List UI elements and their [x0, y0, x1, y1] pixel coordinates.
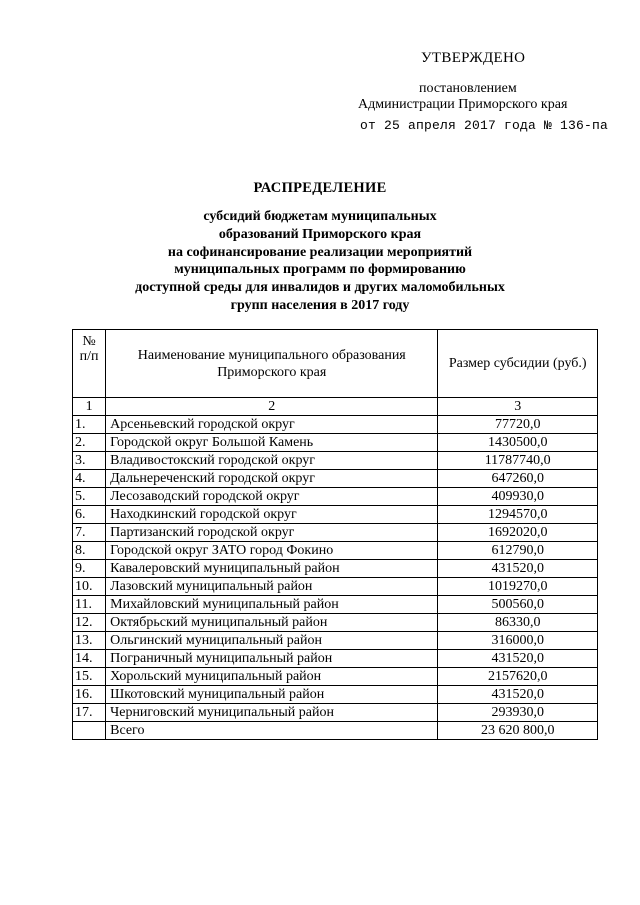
- row-municipality: Пограничный муниципальный район: [106, 650, 438, 668]
- row-number: 2.: [73, 434, 106, 452]
- subtitle-line: субсидий бюджетам муниципальных: [203, 209, 437, 224]
- row-municipality: Хорольский муниципальный район: [106, 668, 438, 686]
- row-number: 15.: [73, 668, 106, 686]
- row-municipality: Городской округ Большой Камень: [106, 434, 438, 452]
- total-row: [73, 722, 598, 740]
- row-number: 11.: [73, 596, 106, 614]
- row-municipality: Лазовский муниципальный район: [106, 578, 438, 596]
- row-number: 1.: [73, 416, 106, 434]
- header-sum: Размер субсидии (руб.): [438, 330, 598, 398]
- table-row: [73, 560, 598, 578]
- table-row: [73, 668, 598, 686]
- table-row: [73, 470, 598, 488]
- row-municipality: Городской округ ЗАТО город Фокино: [106, 542, 438, 560]
- row-subsidy: 86330,0: [438, 614, 598, 632]
- row-subsidy: 1692020,0: [438, 524, 598, 542]
- subsidy-distribution-table: [72, 329, 598, 740]
- row-municipality: Партизанский городской округ: [106, 524, 438, 542]
- row-subsidy: 431520,0: [438, 560, 598, 578]
- row-subsidy: 2157620,0: [438, 668, 598, 686]
- table-header-row: [73, 330, 598, 398]
- row-number: 7.: [73, 524, 106, 542]
- row-number: 13.: [73, 632, 106, 650]
- subtitle-line: доступной среды для инвалидов и других маломобильных: [135, 280, 505, 296]
- column-index-row: [73, 398, 598, 416]
- row-number: 6.: [73, 506, 106, 524]
- table-row: [73, 488, 598, 506]
- table-row: [73, 632, 598, 650]
- row-municipality: Лесозаводский городской округ: [106, 488, 438, 506]
- row-number: 9.: [73, 560, 106, 578]
- total-sum: 23 620 800,0: [438, 722, 598, 740]
- row-number: 5.: [73, 488, 106, 506]
- subtitle-line: муниципальных программ по формированию: [174, 262, 466, 278]
- table-row: [73, 596, 598, 614]
- row-subsidy: 316000,0: [438, 632, 598, 650]
- header-name: Наименование муниципального образования Приморского края: [106, 330, 438, 398]
- row-number: 10.: [73, 578, 106, 596]
- row-subsidy: 431520,0: [438, 650, 598, 668]
- row-subsidy: 11787740,0: [438, 452, 598, 470]
- row-number: 12.: [73, 614, 106, 632]
- subtitle-line: групп населения в 2017 году: [230, 297, 410, 313]
- table-row: [73, 524, 598, 542]
- row-municipality: Владивостокский городской округ: [106, 452, 438, 470]
- column-index: 1: [73, 398, 106, 416]
- table-row: [73, 434, 598, 452]
- row-number: 14.: [73, 650, 106, 668]
- row-number: 8.: [73, 542, 106, 560]
- column-index: 2: [106, 398, 438, 416]
- approved-date-line: от 25 апреля 2017 года № 136-па: [360, 118, 609, 133]
- row-subsidy: 77720,0: [438, 416, 598, 434]
- table-row: [73, 452, 598, 470]
- row-subsidy: 1019270,0: [438, 578, 598, 596]
- row-subsidy: 431520,0: [438, 686, 598, 704]
- table-row: [73, 614, 598, 632]
- table-row: [73, 650, 598, 668]
- table-row: [73, 542, 598, 560]
- table-row: [73, 416, 598, 434]
- approved-authority-line: Администрации Приморского края: [358, 97, 568, 112]
- row-subsidy: 1430500,0: [438, 434, 598, 452]
- row-number: 17.: [73, 704, 106, 722]
- row-municipality: Шкотовский муниципальный район: [106, 686, 438, 704]
- row-municipality: Арсеньевский городской округ: [106, 416, 438, 434]
- row-number: 16.: [73, 686, 106, 704]
- document-heading: РАСПРЕДЕЛЕНИЕ: [253, 180, 387, 196]
- row-municipality: Октябрьский муниципальный район: [106, 614, 438, 632]
- column-index: 3: [438, 398, 598, 416]
- total-num-empty: [73, 722, 106, 740]
- row-number: 3.: [73, 452, 106, 470]
- total-label: Всего: [106, 722, 438, 740]
- document-subtitle: [100, 208, 540, 315]
- row-subsidy: 612790,0: [438, 542, 598, 560]
- subtitle-line: на софинансирование реализации мероприятий: [167, 244, 473, 260]
- approved-by-line: постановлением: [419, 81, 517, 96]
- table-row: [73, 704, 598, 722]
- row-subsidy: 293930,0: [438, 704, 598, 722]
- row-municipality: Михайловский муниципальный район: [106, 596, 438, 614]
- row-municipality: Черниговский муниципальный район: [106, 704, 438, 722]
- row-number: 4.: [73, 470, 106, 488]
- row-municipality: Находкинский городской округ: [106, 506, 438, 524]
- subtitle-line: образований Приморского края: [218, 226, 422, 242]
- approved-title: УТВЕРЖДЕНО: [421, 50, 526, 66]
- header-num: № п/п: [73, 330, 106, 398]
- table-row: [73, 506, 598, 524]
- row-subsidy: 647260,0: [438, 470, 598, 488]
- row-subsidy: 409930,0: [438, 488, 598, 506]
- row-subsidy: 500560,0: [438, 596, 598, 614]
- row-subsidy: 1294570,0: [438, 506, 598, 524]
- row-municipality: Кавалеровский муниципальный район: [106, 560, 438, 578]
- row-municipality: Ольгинский муниципальный район: [106, 632, 438, 650]
- table-row: [73, 686, 598, 704]
- row-municipality: Дальнереченский городской округ: [106, 470, 438, 488]
- table-row: [73, 578, 598, 596]
